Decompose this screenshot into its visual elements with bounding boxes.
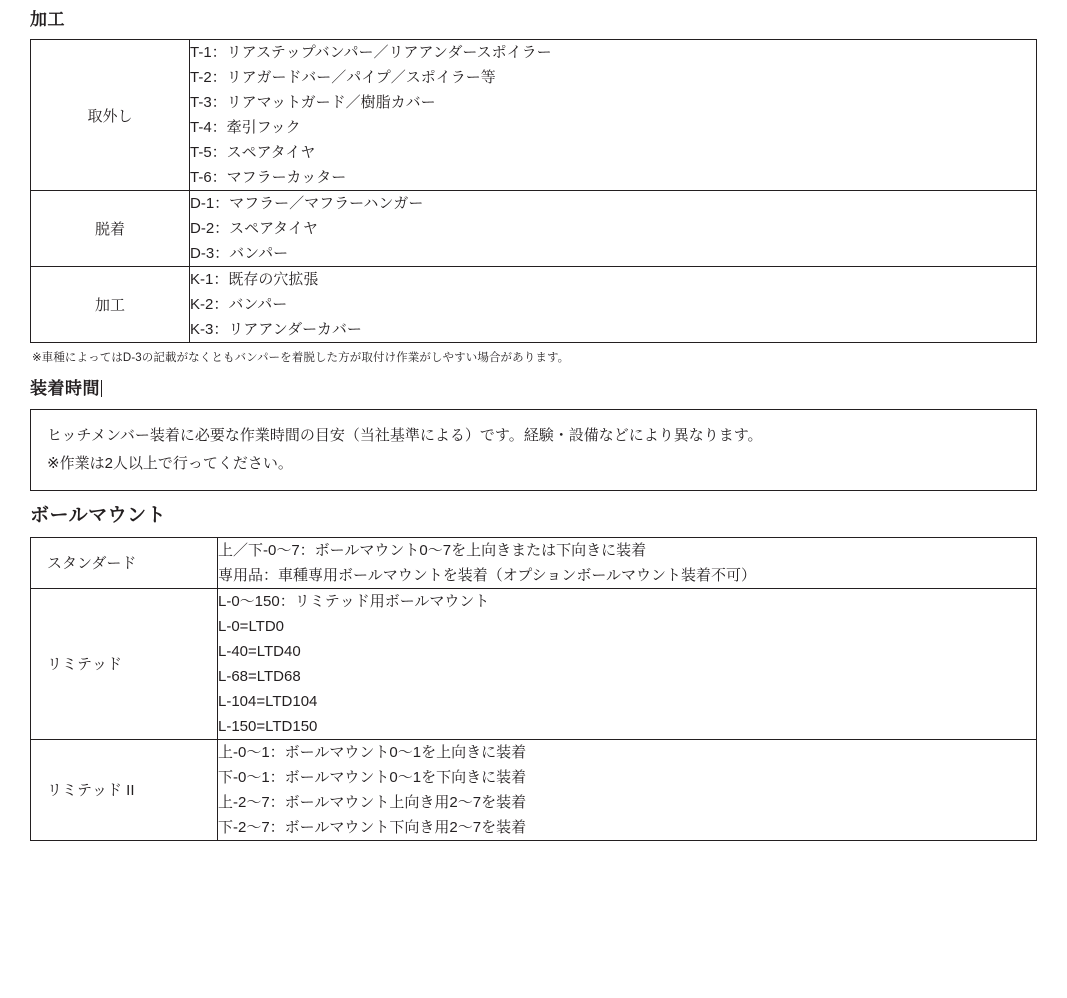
body-line: T-1：リアステップバンパー／リアアンダースポイラー (190, 44, 552, 62)
row-label: リミテッド II (31, 739, 218, 840)
text-cursor (101, 380, 102, 397)
body-line: 専用品：車種専用ボールマウントを装着（オプションボールマウント装着不可） (218, 566, 757, 584)
body-line: L-104=LTD104 (218, 692, 318, 710)
table-row (31, 40, 1037, 191)
row-body (190, 191, 1037, 267)
processing-table (30, 39, 1037, 343)
row-label: スタンダード (31, 537, 218, 588)
body-line: T-3：リアマットガード／樹脂カバー (190, 94, 436, 112)
body-line: L-150=LTD150 (218, 717, 318, 735)
body-line: D-1：マフラー／マフラーハンガー (190, 195, 424, 213)
table-row (31, 191, 1037, 267)
ball-mount-section-title: ボールマウント (30, 504, 167, 526)
body-line: 上-2〜7：ボールマウント上向き用2〜7を装着 (218, 793, 527, 811)
install-time-section-title (30, 379, 1037, 399)
install-time-title-text: 装着時間 (30, 379, 100, 399)
row-label: リミテッド (31, 588, 218, 739)
table-row (31, 739, 1037, 840)
body-line: T-2：リアガードバー／パイプ／スポイラー等 (190, 69, 496, 87)
body-line: 下-2〜7：ボールマウント下向き用2〜7を装着 (218, 818, 527, 836)
body-line: K-2：バンパー (190, 296, 288, 314)
body-line: L-68=LTD68 (218, 667, 301, 685)
box-line: ヒッチメンバー装着に必要な作業時間の目安（当社基準による）です。経験・設備などにより異なります。 (47, 426, 763, 444)
processing-note: ※車種によってはD-3の記載がなくともバンパーを着脱した方が取付け作業がしやすい場合があります。 (32, 352, 570, 365)
row-body (190, 40, 1037, 191)
row-body (218, 537, 1037, 588)
body-line: L-0=LTD0 (218, 617, 285, 635)
body-line: T-4：牽引フック (190, 119, 301, 137)
body-line: 上-0〜1：ボールマウント0〜1を上向きに装着 (218, 743, 527, 761)
body-line: T-5：スペアタイヤ (190, 144, 316, 162)
processing-section-title: 加工 (30, 10, 65, 29)
box-line: ※作業は2人以上で行ってください。 (47, 454, 293, 472)
row-body (218, 588, 1037, 739)
row-body (218, 739, 1037, 840)
body-line: 下-0〜1：ボールマウント0〜1を下向きに装着 (218, 768, 527, 786)
row-label: 加工 (31, 267, 190, 343)
table-row (31, 267, 1037, 343)
body-line: K-3：リアアンダーカバー (190, 321, 362, 339)
body-line: L-40=LTD40 (218, 642, 301, 660)
body-line: K-1：既存の穴拡張 (190, 271, 319, 289)
body-line: L-0〜150：リミテッド用ボールマウント (218, 592, 490, 610)
table-row (31, 588, 1037, 739)
ball-mount-table (30, 537, 1037, 841)
body-line: 上／下-0〜7：ボールマウント0〜7を上向きまたは下向きに装着 (218, 541, 647, 559)
row-label: 脱着 (31, 191, 190, 267)
table-row (31, 537, 1037, 588)
body-line: T-6：マフラーカッター (190, 169, 347, 187)
row-body (190, 267, 1037, 343)
body-line: D-3：バンパー (190, 245, 289, 263)
body-line: D-2：スペアタイヤ (190, 220, 318, 238)
install-time-box (30, 409, 1037, 491)
row-label: 取外し (31, 40, 190, 191)
